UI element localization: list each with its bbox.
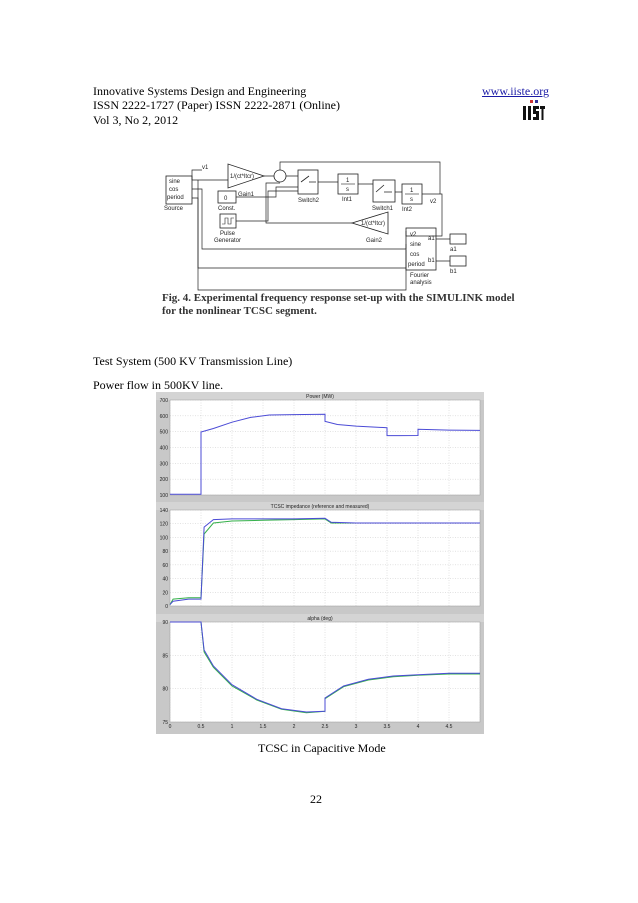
switch1-label: Switch1 bbox=[372, 206, 394, 212]
switch1-block bbox=[373, 180, 395, 202]
x-tick-label: 4.5 bbox=[445, 724, 453, 730]
a1-label: a1 bbox=[450, 247, 457, 253]
source-label: Source bbox=[164, 206, 184, 212]
int2-label: Int2 bbox=[402, 207, 413, 213]
volume-line: Vol 3, No 2, 2012 bbox=[93, 113, 179, 127]
y-tick-label: 120 bbox=[159, 521, 168, 528]
svg-text:analysis: analysis bbox=[410, 280, 432, 286]
gain2-label: Gain2 bbox=[366, 238, 383, 244]
y-tick-label: 80 bbox=[162, 549, 168, 556]
svg-text:Generator: Generator bbox=[214, 238, 242, 244]
website-link[interactable]: www.iiste.org bbox=[482, 84, 549, 98]
y-tick-label: 60 bbox=[162, 562, 168, 569]
y-tick-label: 100 bbox=[159, 535, 168, 542]
display-a1 bbox=[450, 234, 466, 244]
int1-label: Int1 bbox=[342, 197, 353, 203]
y-tick-label: 85 bbox=[162, 653, 168, 660]
fourier-port-sine: sine bbox=[410, 242, 422, 248]
int2-num: 1 bbox=[410, 188, 414, 194]
v1-label: v1 bbox=[202, 165, 209, 171]
int1-den: s bbox=[346, 187, 349, 193]
y-tick-label: 90 bbox=[162, 620, 168, 626]
x-tick-label: 4 bbox=[416, 724, 420, 730]
source-port-period: period bbox=[167, 195, 184, 201]
y-tick-label: 500 bbox=[159, 429, 168, 436]
gain1-label: Gain1 bbox=[238, 192, 255, 198]
panel-title: TCSC impedance (reference and measured) bbox=[270, 504, 370, 510]
subsection-title: Power flow in 500KV line. bbox=[93, 378, 224, 392]
x-tick-label: 1.5 bbox=[259, 724, 267, 730]
y-tick-label: 140 bbox=[159, 508, 168, 514]
sum-block bbox=[274, 170, 286, 182]
y-tick-label: 400 bbox=[159, 445, 168, 452]
x-tick-label: 0 bbox=[168, 724, 172, 730]
int1-num: 1 bbox=[346, 178, 350, 184]
x-tick-label: 2.5 bbox=[321, 724, 329, 730]
y-tick-label: 300 bbox=[159, 461, 168, 468]
svg-text:Fourier: Fourier bbox=[410, 273, 430, 279]
scope-plots bbox=[156, 392, 484, 734]
journal-title: Innovative Systems Design and Engineering bbox=[93, 84, 307, 98]
iiste-logo bbox=[522, 100, 546, 122]
fourier-out-a1: a1 bbox=[428, 236, 435, 242]
x-tick-label: 2 bbox=[292, 724, 296, 730]
section-title: Test System (500 KV Transmission Line) bbox=[93, 354, 293, 368]
y-tick-label: 100 bbox=[159, 493, 168, 499]
y-tick-label: 75 bbox=[162, 720, 168, 726]
panel-title: Power (MW) bbox=[306, 394, 334, 400]
issn-line: ISSN 2222-1727 (Paper) ISSN 2222-2871 (Online) bbox=[93, 98, 340, 112]
panel-title: alpha (deg) bbox=[307, 616, 333, 622]
page-number: 22 bbox=[310, 792, 322, 806]
x-tick-label: 0.5 bbox=[197, 724, 205, 730]
source-port-cos: cos bbox=[169, 187, 179, 193]
fourier-port-v2: v2 bbox=[410, 232, 417, 238]
y-tick-label: 200 bbox=[159, 477, 168, 484]
switch2-label: Switch2 bbox=[298, 198, 320, 204]
int2-den: s bbox=[410, 197, 413, 203]
y-tick-label: 40 bbox=[162, 576, 168, 583]
v2-label: v2 bbox=[430, 199, 437, 205]
const-value: 0 bbox=[224, 196, 228, 202]
display-b1 bbox=[450, 256, 466, 266]
gain2-expr: 1/(ct*ltcr) bbox=[361, 221, 385, 227]
x-tick-label: 3 bbox=[354, 724, 358, 730]
fourier-out-b1: b1 bbox=[428, 258, 435, 264]
y-tick-label: 600 bbox=[159, 413, 168, 420]
y-tick-label: 80 bbox=[162, 686, 168, 693]
b1-label: b1 bbox=[450, 269, 457, 275]
source-port-sine: sine bbox=[169, 179, 181, 185]
svg-text:Pulse: Pulse bbox=[220, 231, 236, 237]
y-tick-label: 700 bbox=[159, 398, 168, 404]
fourier-port-cos: cos bbox=[410, 252, 420, 258]
gain1-expr: 1/(ct*ltcr) bbox=[230, 174, 254, 180]
figure-caption-line2: for the nonlinear TCSC segment. bbox=[162, 305, 317, 317]
figure-caption-line1: Fig. 4. Experimental frequency response set-up with the SIMULINK model bbox=[162, 292, 515, 304]
y-tick-label: 20 bbox=[162, 590, 168, 597]
x-tick-label: 1 bbox=[230, 724, 234, 730]
fourier-port-period: period bbox=[408, 262, 425, 268]
plot-caption: TCSC in Capacitive Mode bbox=[258, 741, 386, 755]
y-tick-label: 0 bbox=[165, 604, 168, 610]
const-label: Const. bbox=[218, 206, 236, 212]
scope-plot-frame bbox=[156, 392, 484, 734]
x-tick-label: 3.5 bbox=[383, 724, 391, 730]
